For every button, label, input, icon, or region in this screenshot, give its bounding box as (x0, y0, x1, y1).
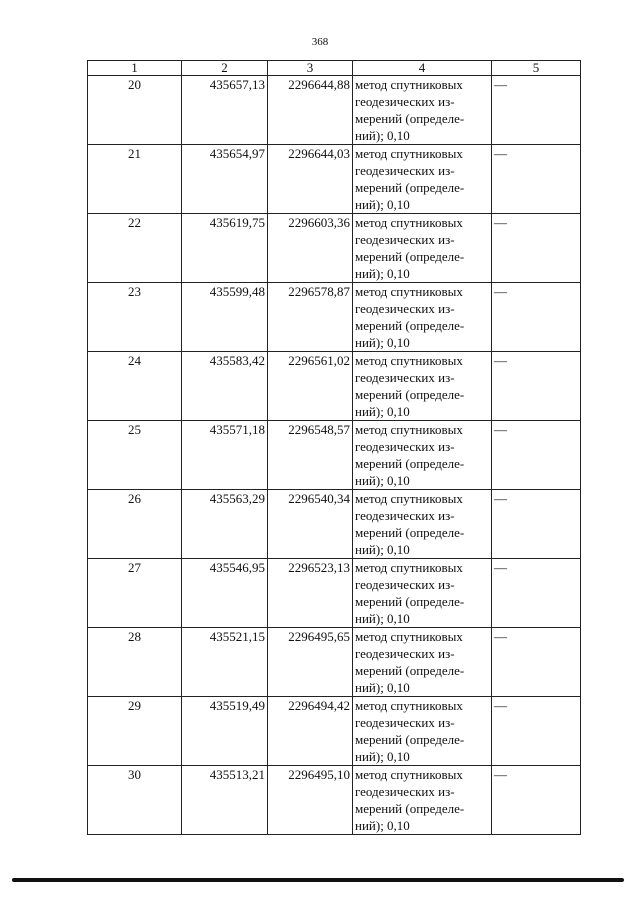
table-row (88, 697, 581, 766)
column-header-4: 4 (353, 61, 492, 76)
point-number: 23 (88, 283, 182, 352)
coordinate-x: 435571,18 (182, 421, 268, 490)
table-row (88, 766, 581, 835)
point-number: 28 (88, 628, 182, 697)
column-5-value: — (492, 559, 581, 628)
table-row (88, 490, 581, 559)
method-and-accuracy: метод спутниковых геодезических из- мерений (определе- ний); 0,10 (353, 421, 492, 490)
column-5-value: — (492, 352, 581, 421)
table-body (88, 76, 581, 835)
table-row (88, 214, 581, 283)
table-row (88, 628, 581, 697)
coordinate-y: 2296561,02 (268, 352, 353, 421)
point-number: 20 (88, 76, 182, 145)
coordinate-x: 435583,42 (182, 352, 268, 421)
table-row (88, 559, 581, 628)
method-and-accuracy: метод спутниковых геодезических из- мерений (определе- ний); 0,10 (353, 76, 492, 145)
coordinate-x: 435599,48 (182, 283, 268, 352)
point-number: 26 (88, 490, 182, 559)
method-and-accuracy: метод спутниковых геодезических из- мерений (определе- ний); 0,10 (353, 490, 492, 559)
coordinate-x: 435619,75 (182, 214, 268, 283)
table-header (88, 61, 581, 76)
coordinate-y: 2296494,42 (268, 697, 353, 766)
table-row (88, 145, 581, 214)
coordinate-x: 435546,95 (182, 559, 268, 628)
coordinate-x: 435654,97 (182, 145, 268, 214)
column-5-value: — (492, 490, 581, 559)
table-row (88, 352, 581, 421)
point-number: 25 (88, 421, 182, 490)
coordinate-y: 2296644,03 (268, 145, 353, 214)
column-5-value: — (492, 421, 581, 490)
coordinate-y: 2296603,36 (268, 214, 353, 283)
coordinates-table (87, 60, 581, 835)
method-and-accuracy: метод спутниковых геодезических из- мерений (определе- ний); 0,10 (353, 766, 492, 835)
column-header-5: 5 (492, 61, 581, 76)
method-and-accuracy: метод спутниковых геодезических из- мерений (определе- ний); 0,10 (353, 697, 492, 766)
page-number: 368 (311, 36, 329, 48)
header-row (88, 61, 581, 76)
column-5-value: — (492, 283, 581, 352)
table-row (88, 283, 581, 352)
column-5-value: — (492, 145, 581, 214)
column-header-2: 2 (182, 61, 268, 76)
column-5-value: — (492, 697, 581, 766)
table-row (88, 76, 581, 145)
coordinate-x: 435513,21 (182, 766, 268, 835)
coordinate-y: 2296644,88 (268, 76, 353, 145)
point-number: 30 (88, 766, 182, 835)
coordinate-y: 2296548,57 (268, 421, 353, 490)
column-5-value: — (492, 766, 581, 835)
table-row (88, 421, 581, 490)
coordinate-x: 435521,15 (182, 628, 268, 697)
column-5-value: — (492, 76, 581, 145)
bottom-rule (12, 878, 624, 882)
coordinate-y: 2296495,65 (268, 628, 353, 697)
column-5-value: — (492, 214, 581, 283)
column-header-3: 3 (268, 61, 353, 76)
coordinate-y: 2296540,34 (268, 490, 353, 559)
coordinate-x: 435657,13 (182, 76, 268, 145)
column-header-1: 1 (88, 61, 182, 76)
coordinate-x: 435563,29 (182, 490, 268, 559)
point-number: 22 (88, 214, 182, 283)
coordinate-x: 435519,49 (182, 697, 268, 766)
method-and-accuracy: метод спутниковых геодезических из- мерений (определе- ний); 0,10 (353, 145, 492, 214)
method-and-accuracy: метод спутниковых геодезических из- мерений (определе- ний); 0,10 (353, 352, 492, 421)
coordinate-y: 2296578,87 (268, 283, 353, 352)
point-number: 29 (88, 697, 182, 766)
method-and-accuracy: метод спутниковых геодезических из- мерений (определе- ний); 0,10 (353, 559, 492, 628)
point-number: 27 (88, 559, 182, 628)
column-5-value: — (492, 628, 581, 697)
point-number: 21 (88, 145, 182, 214)
method-and-accuracy: метод спутниковых геодезических из- мерений (определе- ний); 0,10 (353, 214, 492, 283)
coordinate-y: 2296495,10 (268, 766, 353, 835)
coordinate-y: 2296523,13 (268, 559, 353, 628)
method-and-accuracy: метод спутниковых геодезических из- мерений (определе- ний); 0,10 (353, 283, 492, 352)
point-number: 24 (88, 352, 182, 421)
method-and-accuracy: метод спутниковых геодезических из- мерений (определе- ний); 0,10 (353, 628, 492, 697)
